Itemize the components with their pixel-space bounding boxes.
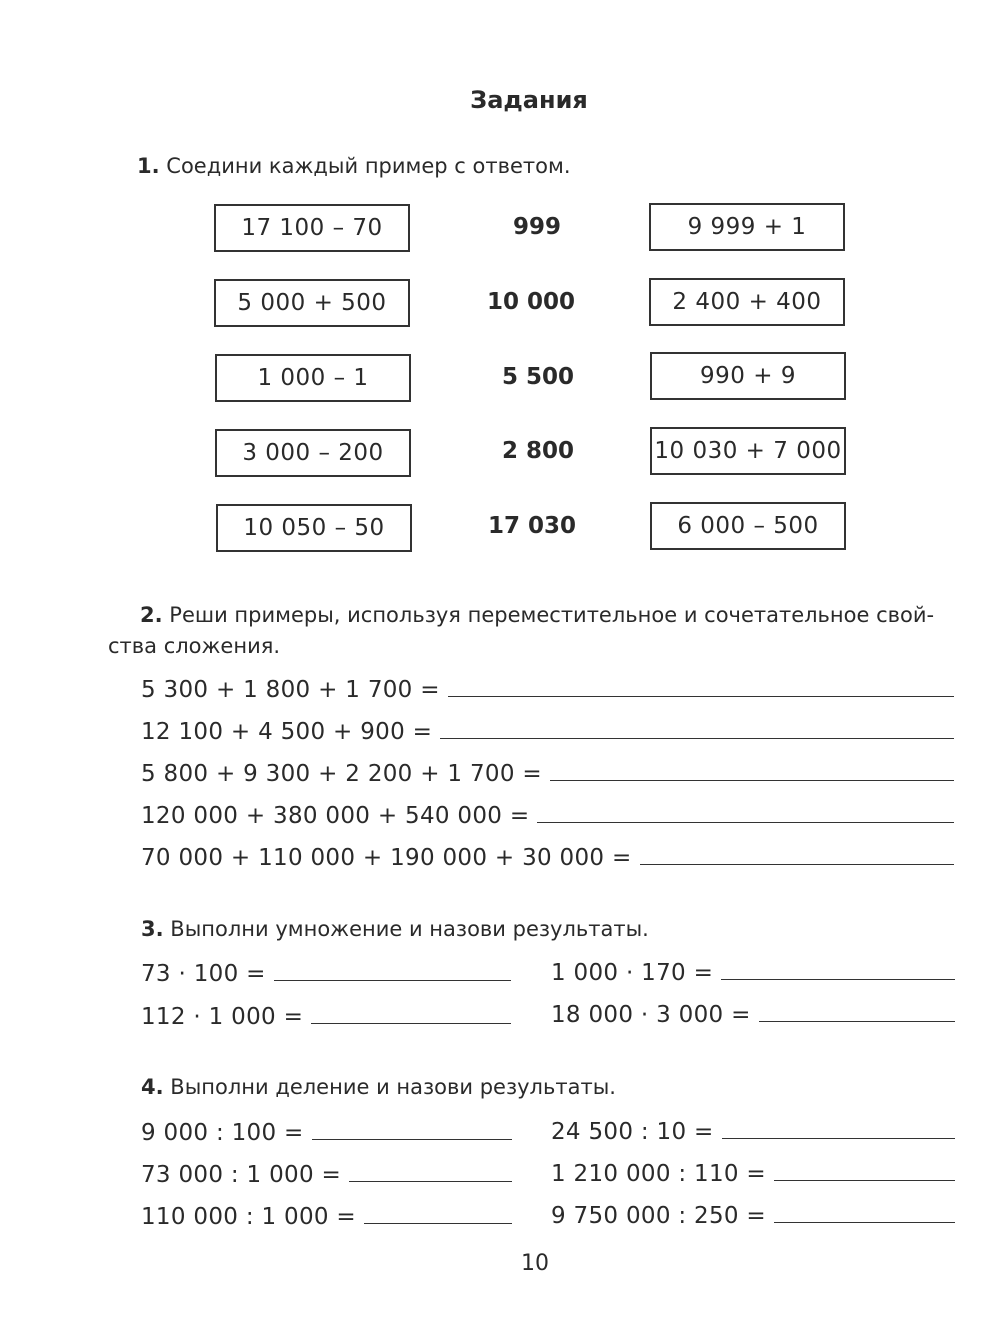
task1-heading xyxy=(137,154,571,178)
task3-exercise xyxy=(141,960,511,987)
answer-blank[interactable] xyxy=(640,844,954,865)
task3-exercise xyxy=(141,1003,511,1030)
right-example-box[interactable]: 6 000 – 500 xyxy=(650,502,846,550)
answer-blank[interactable] xyxy=(721,959,955,980)
answer-value[interactable]: 2 800 xyxy=(501,438,575,464)
task4-exercise xyxy=(551,1202,955,1229)
task2-text-line1: Реши примеры, используя переместительное и сочетательное свой- xyxy=(169,603,935,627)
right-example-box[interactable]: 2 400 + 400 xyxy=(649,278,845,326)
answer-blank[interactable] xyxy=(274,960,511,981)
left-example-box[interactable]: 3 000 – 200 xyxy=(215,429,411,477)
task1-text: Соедини каждый пример с ответом. xyxy=(166,154,571,178)
task2-exercise xyxy=(141,676,954,703)
page-title: Задания xyxy=(470,86,588,114)
exercise-text: 112 · 1 000 = xyxy=(141,1004,304,1030)
left-example-box[interactable]: 10 050 – 50 xyxy=(216,504,412,552)
exercise-text: 5 300 + 1 800 + 1 700 = xyxy=(141,677,440,703)
answer-blank[interactable] xyxy=(759,1001,955,1022)
exercise-text: 73 · 100 = xyxy=(141,961,266,987)
right-example-box[interactable]: 10 030 + 7 000 xyxy=(650,427,846,475)
task2-exercise xyxy=(141,760,954,787)
task3-text: Выполни умножение и назови результаты. xyxy=(170,917,649,941)
task3-number: 3. xyxy=(141,917,164,941)
exercise-text: 110 000 : 1 000 = xyxy=(141,1204,357,1230)
answer-blank[interactable] xyxy=(364,1203,512,1224)
answer-blank[interactable] xyxy=(448,676,954,697)
exercise-text: 5 800 + 9 300 + 2 200 + 1 700 = xyxy=(141,761,542,787)
exercise-text: 9 000 : 100 = xyxy=(141,1120,304,1146)
answer-value[interactable]: 999 xyxy=(512,214,561,240)
exercise-text: 9 750 000 : 250 = xyxy=(551,1203,767,1229)
answer-blank[interactable] xyxy=(440,718,954,739)
answer-value[interactable]: 5 500 xyxy=(501,364,575,390)
task3-exercise xyxy=(551,959,955,986)
left-example-box[interactable]: 1 000 – 1 xyxy=(215,354,411,402)
task2-heading xyxy=(108,600,958,662)
left-example-box[interactable]: 17 100 – 70 xyxy=(214,204,410,252)
exercise-text: 120 000 + 380 000 + 540 000 = xyxy=(141,803,530,829)
task4-exercise xyxy=(141,1119,512,1146)
answer-blank[interactable] xyxy=(774,1202,955,1223)
answer-blank[interactable] xyxy=(550,760,954,781)
answer-blank[interactable] xyxy=(774,1160,955,1181)
task4-heading xyxy=(141,1075,616,1099)
task2-exercise xyxy=(141,802,954,829)
task2-exercise xyxy=(141,844,954,871)
exercise-text: 18 000 · 3 000 = xyxy=(551,1002,751,1028)
task4-text: Выполни деление и назови результаты. xyxy=(170,1075,616,1099)
task3-exercise xyxy=(551,1001,955,1028)
task2-exercise xyxy=(141,718,954,745)
exercise-text: 24 500 : 10 = xyxy=(551,1119,714,1145)
exercise-text: 12 100 + 4 500 + 900 = xyxy=(141,719,433,745)
right-example-box[interactable]: 990 + 9 xyxy=(650,352,846,400)
answer-blank[interactable] xyxy=(349,1161,512,1182)
exercise-text: 1 210 000 : 110 = xyxy=(551,1161,767,1187)
page-number: 10 xyxy=(521,1251,549,1276)
exercise-text: 73 000 : 1 000 = xyxy=(141,1162,342,1188)
right-example-box[interactable]: 9 999 + 1 xyxy=(649,203,845,251)
task4-number: 4. xyxy=(141,1075,164,1099)
exercise-text: 70 000 + 110 000 + 190 000 + 30 000 = xyxy=(141,845,632,871)
task4-exercise xyxy=(141,1203,512,1230)
task2-number: 2. xyxy=(140,603,163,627)
task2-text-line2: ства сложения. xyxy=(108,634,281,658)
exercise-text: 1 000 · 170 = xyxy=(551,960,714,986)
task4-exercise xyxy=(551,1160,955,1187)
task4-exercise xyxy=(551,1118,955,1145)
answer-blank[interactable] xyxy=(722,1118,955,1139)
left-example-box[interactable]: 5 000 + 500 xyxy=(214,279,410,327)
answer-value[interactable]: 10 000 xyxy=(486,289,576,315)
task4-exercise xyxy=(141,1161,512,1188)
task1-number: 1. xyxy=(137,154,160,178)
answer-blank[interactable] xyxy=(312,1119,512,1140)
answer-blank[interactable] xyxy=(311,1003,511,1024)
task3-heading xyxy=(141,917,649,941)
answer-value[interactable]: 17 030 xyxy=(487,513,577,539)
answer-blank[interactable] xyxy=(537,802,954,823)
